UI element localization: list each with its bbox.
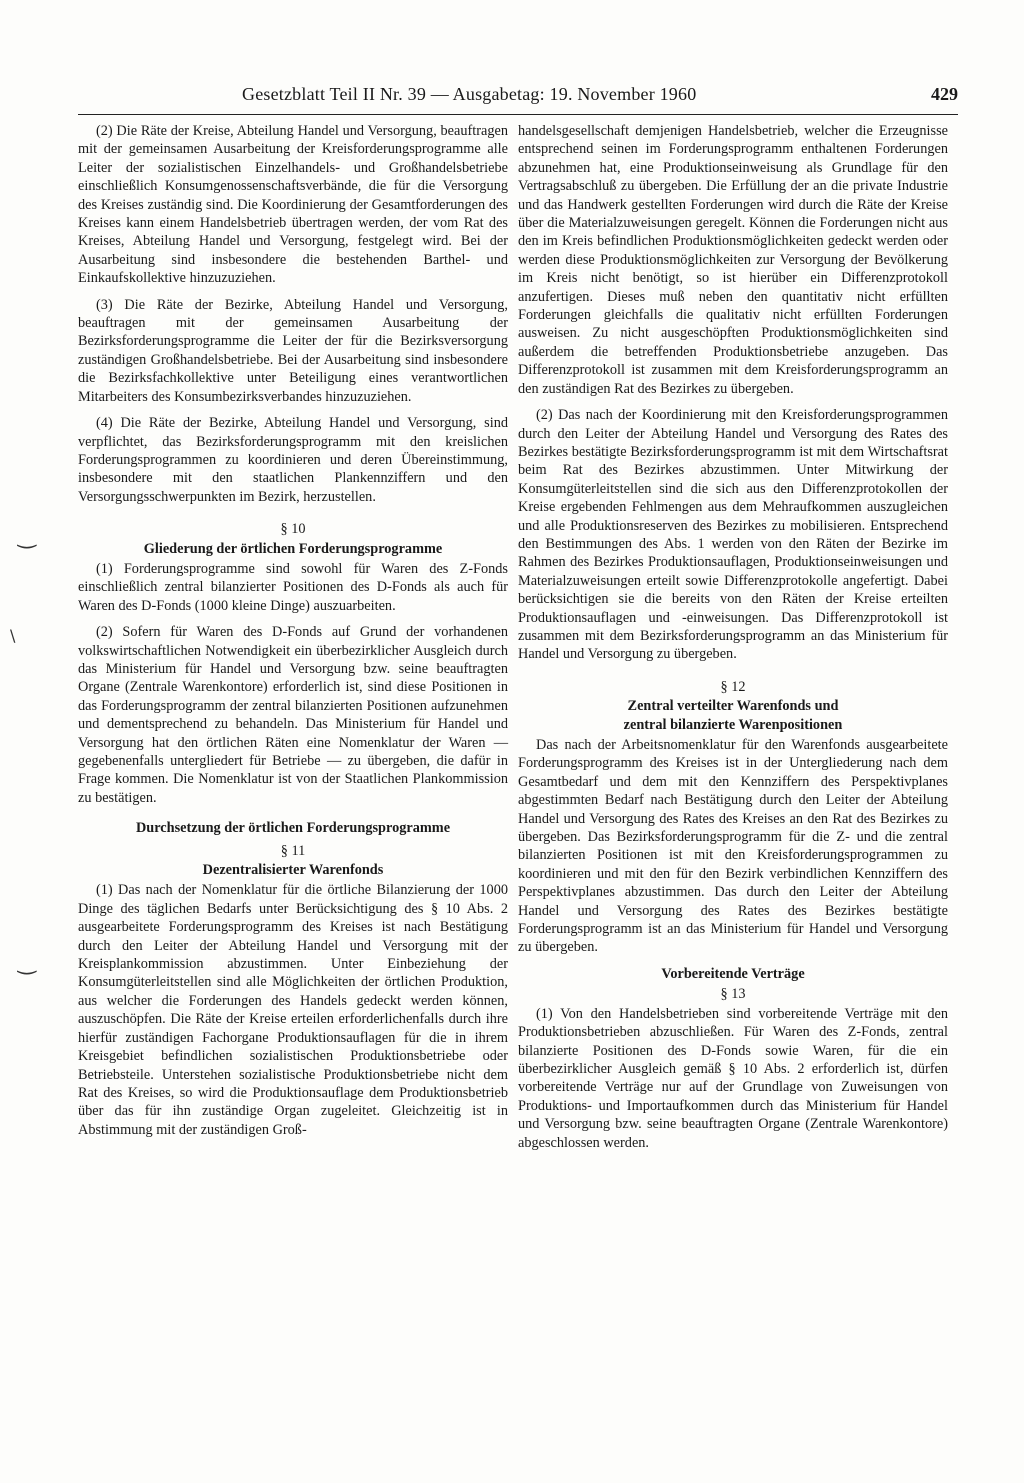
section-number: § 13 (720, 986, 746, 1003)
margin-mark: \ (10, 626, 16, 645)
paragraph: (1) Forderungsprogramme sind sowohl für Waren des Z-Fonds einschließlich zentral bilanzierter Positionen des D-Fonds als auch für Waren des D-Fonds (1000 kleine Dinge) auszuarbeiten. (78, 560, 508, 614)
paragraph: Das nach der Arbeitsnomenklatur für den Warenfonds ausgearbeitete Forderungsprogramm des Kreises ist in der Untergliederung nach dem Gesamtbedarf und dem mit den Kennziffern des Perspektivplanes abgestimmten Bedarf nach Bestätigung durch den Leiter der Abteilung Handel und Versorgung des Rates des Kreises an den Rat des Bezirkes zu übergeben. Das Bezirksforderungsprogramm für die Z- und die zentral bilanzierten Positionen ist mit den Kreisforderungsprogrammen zu koordinieren und mit den für den Bezirk verbindlichen Kennziffern des Perspektivplanes abzustimmen. Das durch den Leiter der Abteilung Handel und Versorgung des Rates des Bezirkes bestätigte Forderungsprogramm ist an das Ministerium für Handel und Versorgung zu übergeben. (518, 737, 948, 956)
section-title: Gliederung der örtlichen Forderungsprogramme (143, 540, 443, 557)
paragraph: (1) Das nach der Nomenklatur für die örtliche Bilanzierung der 1000 Dinge des täglichen Bedarfs unter Berücksichtigung des § 10 Abs. 2 ausgearbeitete Forderungsprogramm des Kreises ist nach Bestätigung durch den Leiter der Abteilung Handel und Versorgung mit der Kreisplankommission abzustimmen. Unter Einbeziehung der Konsumgüterleitstellen sind alle Möglichkeiten der örtlichen Produktion, aus welcher die Forderungen des Handels gedeckt werden können, auszuschöpfen. Die Räte der Kreise erteilen erforderlichenfalls durch ihre hierfür zuständigen Fachorgane Produktionsauflagen für die in ihrem Kreisgebiet befindlichen sozialistischen Produktionsbetriebe oder Betriebsteile. Unterstehen sozialistische Produktionsbetriebe nicht dem Rat des Kreises, so wird die Produktionsauflage dem Produktionsbetrieb über das für ihn zuständige Organ zugeleitet. Gleichzeitig ist in Abstimmung mit der zuständigen Groß- (78, 882, 508, 1138)
section-title: Vorbereitende Verträge (661, 965, 805, 982)
section-number: § 12 (720, 678, 746, 695)
section-number: § 10 (280, 521, 306, 538)
paragraph: handelsgesellschaft demjenigen Handelsbetrieb, welcher die Erzeugnisse entsprechend seinen im Forderungsprogramm enthaltenen Forderungen abzunehmen hat, eine Produktionseinweisung als Grundlage für den Vertragsabschluß zu übergeben. Die Erfüllung der an die private Industrie und das Handwerk gestellten Forderungen wird durch die Räte der Kreise über die Materialzuweisungen geregelt. Können die Forderungen nicht aus den im Kreis befindlichen Produktionsmöglichkeiten gedeckt werden oder werden diese Produktionsmöglichkeiten zur Versorgung der Bevölkerung im Kreis nicht benötigt, so ist hierüber ein Differenzprotokoll anzufertigen. Dieses muß neben den quantitativ nicht erfüllten Forderungen gleichfalls die qualitativ nicht erfüllten Forderungen ausweisen. Zu nicht ausgeschöpften Produktionsmöglichkeiten sind außerdem die betreffenden Produktionsbetriebe anzugeben. Das Differenzprotokoll ist zusammen mit dem Kreisforderungsprogramm an den zuständigen Rat des Bezirkes zu übergeben. (518, 123, 948, 397)
header-rule (78, 114, 958, 115)
paragraph: (4) Die Räte der Bezirke, Abteilung Handel und Versorgung, sind verpflichtet, das Bezirksforderungsprogramm mit den kreislichen Forderungsprogrammen zu koordinieren und deren Übereinstimmung, insbesondere mit den staatlichen Plankennziffern und den Versorgungsschwerpunkten im Bezirk, herzustellen. (78, 415, 508, 505)
paragraph: (2) Sofern für Waren des D-Fonds auf Grund der vorhandenen volkswirtschaftlichen Notwendigkeit ein überbezirklicher Ausgleich durch das Ministerium für Handel und Versorgung bzw. seine beauftragten Organe (Zentrale Warenkontore) erforderlich ist, sind diese Positionen in das Forderungsprogramm der zentral bilanzierten Positionen aufzunehmen und dementsprechend zu behandeln. Das Ministerium für Handel und Versorgung hat den örtlichen Räten eine Nomenklatur der Waren — gegebenenfalls untergliedert für Betriebe — zu übergeben, die dafür in Frage kommen. Die Nomenklatur ist von der Staatlichen Plankommission zu bestätigen. (78, 624, 508, 806)
part-title: Durchsetzung der örtlichen Forderungsprogramme (135, 820, 451, 837)
paragraph: (2) Die Räte der Kreise, Abteilung Handel und Versorgung, beauftragen mit der gemeinsamen Ausarbeitung der Kreisforderungsprogramme alle Leiter der sozialistischen Einzelhandels- und Großhandelsbetriebe einschließlich Konsumgenossenschaftsverbände, die für die Versorgung des Kreises zuständig sind. Die Koordinierung der Gesamtforderungen des Kreises kann einem Handelsbetrieb übertragen werden, der vom Rat des Kreises, Abteilung Handel und Versorgung, festgelegt wird. Bei der Ausarbeitung sind insbesondere die bestehenden Barthel- und Einkaufskollektive hinzuzuziehen. (78, 123, 508, 287)
margin-mark: ‿ (18, 950, 36, 975)
section-title: Zentral verteilter Warenfonds und (627, 698, 839, 715)
paragraph: (2) Das nach der Koordinierung mit den Kreisforderungsprogrammen durch den Leiter der Abteilung Handel und Versorgung des Rates des Bezirkes bestätigte Bezirksforderungsprogramm ist mit dem Wirtschaftsrat beim Rat des Bezirkes abzustimmen. Unter Mitwirkung der Konsumgüterleitstellen sind die sich aus den Differenzprotokollen der Kreise ergebenden Fehlmengen aus dem Mehraufkommen auszugleichen und alle Produktionsreserven des Bezirkes zu mobilisieren. Entsprechend den Bestimmungen des Abs. 1 werden von den Räten der Bezirke im Rahmen des Bezirkes Produktionsauflagen, Produktionseinweisungen und Materialzuweisungen erteilt sowie Differenzprotokolle angefertigt. Dabei berücksichtigen sie die bereits von den Räten der Kreise erteilten Produktionsauflagen und -einweisungen. Das Differenzprotokoll ist zusammen mit dem Bezirksforderungsprogramm an das Ministerium für Handel und Versorgung zu übergeben. (518, 407, 948, 663)
page-header (78, 84, 958, 114)
paragraph: (1) Von den Handelsbetrieben sind vorbereitende Verträge mit den Produktionsbetrieben abzuschließen. Für Waren des Z-Fonds, zentral bilanzierte Positionen des D-Fonds sowie Waren, für die ein überbezirklicher Ausgleich gemäß § 10 Abs. 2 erforderlich ist, dürfen vorbereitende Verträge nur auf der Grundlage von Zuweisungen von Produktions- und Importaufkommen durch das Ministerium für Handel und Versorgung bzw. seine beauftragten Organe (Zentrale Warenkontore) abgeschlossen werden. (518, 1005, 948, 1151)
header-title: Gesetzblatt Teil II Nr. 39 — Ausgabetag: 19. November 1960 (242, 84, 697, 104)
paragraph: (3) Die Räte der Bezirke, Abteilung Handel und Versorgung, beauftragen mit der gemeinsamen Ausarbeitung der Bezirksforderungsprogramme die Leiter der für die Bezirksversorgung zuständigen Großhandelsbetriebe. Bei der Ausarbeitung sind insbesondere die Bezirksfachkollektive unter Beteiligung eines verantwortlichen Mitarbeiters des Konsumbezirksverbandes hinzuzuziehen. (78, 296, 508, 405)
page-number: 429 (931, 84, 958, 104)
margin-mark: ‿ (18, 524, 36, 549)
left-column (78, 122, 508, 1139)
section-title: zentral bilanzierte Warenpositionen (623, 716, 843, 733)
right-column (518, 122, 948, 1152)
section-title: Dezentralisierter Warenfonds (202, 862, 384, 879)
section-number: § 11 (280, 842, 306, 859)
